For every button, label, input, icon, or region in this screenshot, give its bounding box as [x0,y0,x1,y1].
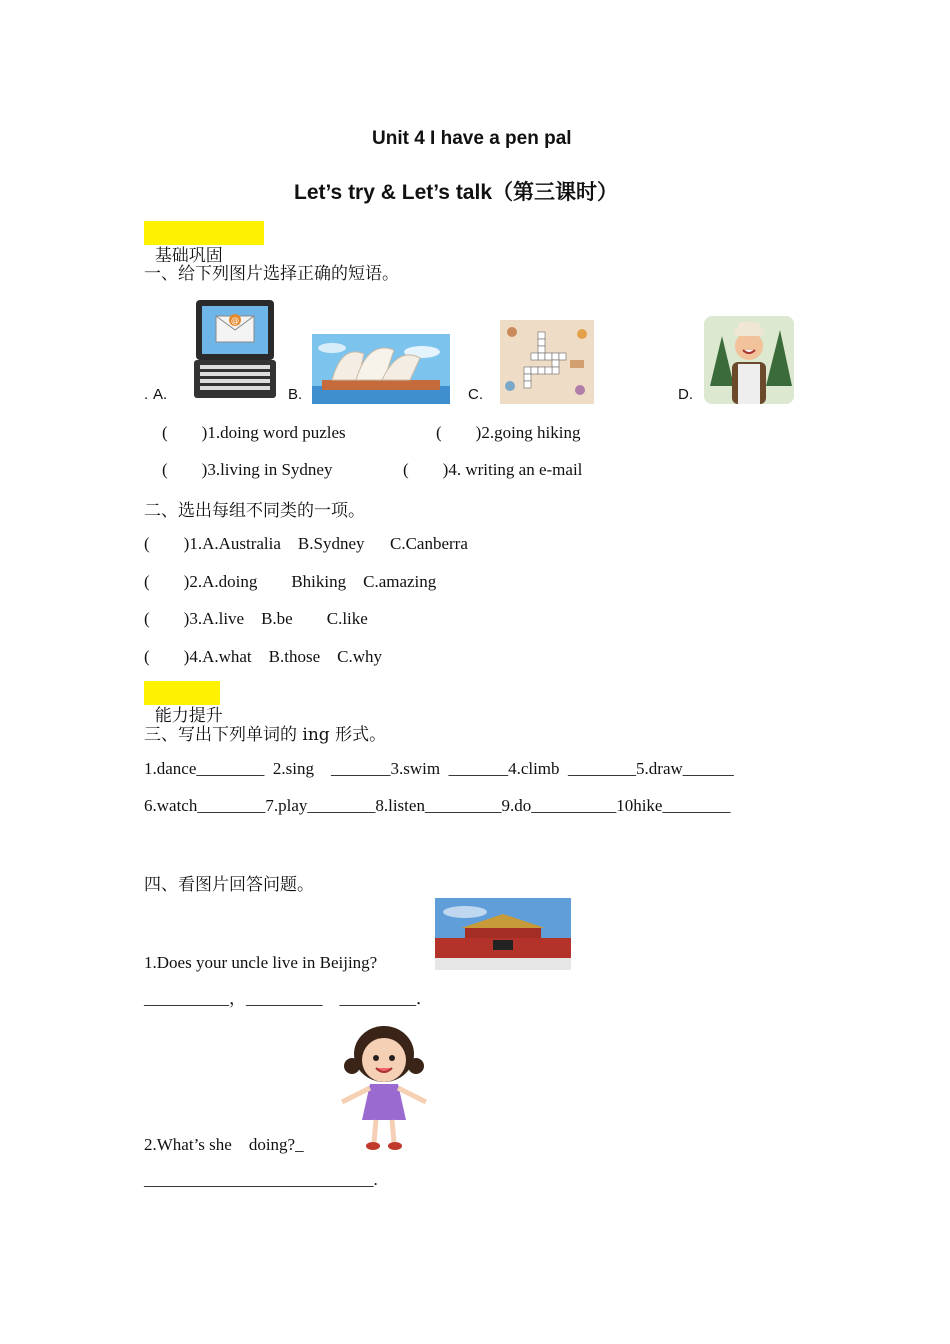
word-puzzle-image [500,320,594,404]
part3-row-1: 1.dance________ 2.sing _______3.swim _______4.climb ________5.draw______ [144,759,734,778]
sydney-opera-house-image [312,334,450,404]
part2-heading: 二、选出每组不同类的一项。 [144,501,365,521]
section-label-basic [144,221,264,266]
option-label-a: A. [153,386,168,403]
part2-item-4: ( )4.A.what B.those C.why [144,647,382,666]
laptop-email-image [194,298,276,400]
part1-item-2: ( )2.going hiking [436,423,581,442]
tiananmen-image [435,898,571,970]
part4-question-1: 1.Does your uncle live in Beijing? [144,953,378,972]
hiker-image [704,316,794,404]
part2-item-1: ( )1.A.Australia B.Sydney C.Canberra [144,534,468,553]
page-subtitle: Let’s try & Let’s talk（第三课时） [294,181,619,204]
option-label-c: C. [468,386,483,403]
section-label-ability [144,681,223,726]
part4-answer-2: ___________________________. [144,1170,378,1189]
part3-heading: 三、写出下列单词的 ing 形式。 [144,725,387,745]
section-label-basic-text: 基础巩固 [154,246,223,266]
part3-row-2: 6.watch________7.play________8.listen_________9.do__________10hike________ [144,796,731,815]
part4-heading: 四、看图片回答问题。 [144,875,314,895]
part1-item-3: ( )3.living in Sydney [162,460,333,479]
part1-heading: 一、给下列图片选择正确的短语。 [144,264,399,284]
girl-image [338,1014,430,1154]
part4-answer-1: __________，_________ _________． [144,989,433,1008]
part1-item-1: ( )1.doing word puzles [162,423,346,442]
option-label-d: D. [678,386,693,403]
page-title: Unit 4 I have a pen pal [372,128,572,149]
part2-item-3: ( )3.A.live B.be C.like [144,609,368,628]
svg-text:@: @ [231,316,239,325]
option-label-b: B. [288,386,303,403]
part4-question-2: 2.What’s she doing?_ [144,1135,304,1154]
part1-item-4: ( )4. writing an e-mail [403,460,583,479]
option-dot: . [144,386,149,403]
section-label-ability-text: 能力提升 [154,706,223,726]
part2-item-2: ( )2.A.doing Bhiking C.amazing [144,572,437,591]
